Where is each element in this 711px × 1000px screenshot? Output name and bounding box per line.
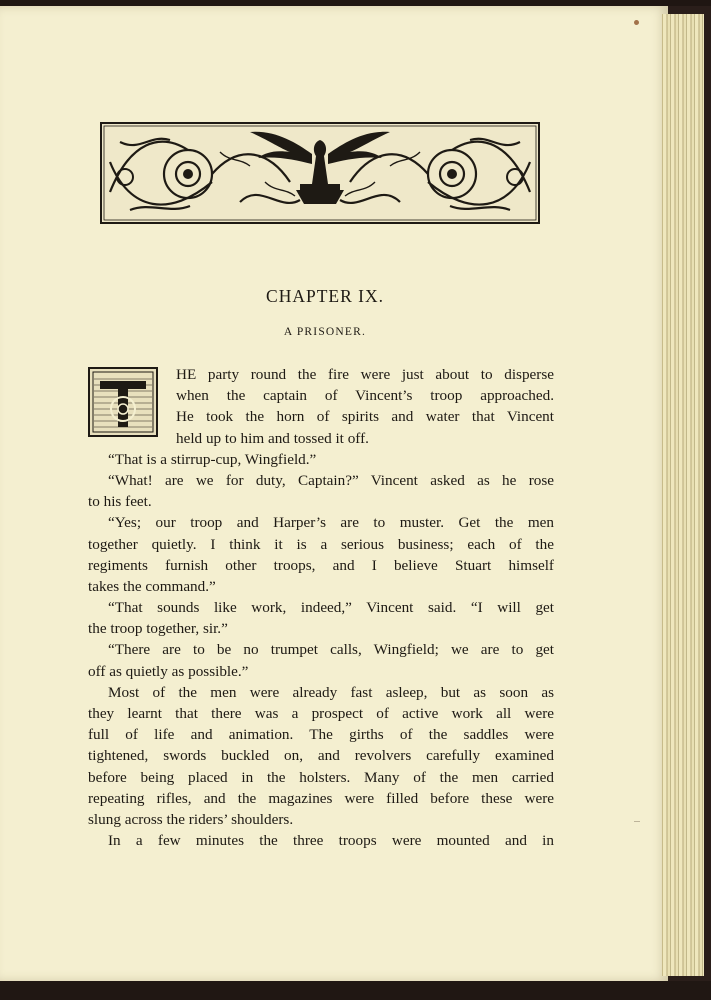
text-line: regiments furnish other troops, and I believe Stuart himself [88, 556, 554, 574]
eagle-scroll-ornament-icon [100, 122, 540, 224]
text-line: HE party round the fire were just about to disperse [176, 366, 554, 383]
page-mark [634, 821, 640, 822]
book-cover-edge [704, 10, 711, 985]
chapter-subtitle: A PRISONER. [283, 326, 367, 338]
text-line: together quietly. I think it is a serious business; each of the [88, 535, 554, 553]
drop-cap-t-icon [88, 367, 158, 437]
text-line: before being placed in the holsters. Many of the men carried [88, 768, 554, 786]
text-line: Most of the men were already fast asleep, but as soon as [108, 683, 554, 701]
text-line: “There are to be no trumpet calls, Wingfield; we are to get [108, 641, 554, 659]
text-line: repeating rifles, and the magazines were filled before these were [88, 789, 554, 807]
text-line: when the captain of Vincent’s troop approached. [176, 387, 554, 405]
text-line: full of life and animation. The girths of the saddles were [88, 726, 554, 744]
ornamental-headpiece-icon [100, 122, 540, 224]
book-bottom-edge [0, 981, 711, 1000]
chapter-title: CHAPTER IX. [266, 286, 384, 306]
text-line: In a few minutes the three troops were mounted and in [108, 832, 554, 850]
book-page-edges [662, 14, 709, 976]
text-line: “That is a stirrup-cup, Wingfield.” [108, 450, 317, 468]
text-line: takes the command.” [88, 577, 216, 595]
text-line: tightened, swords buckled on, and revolvers carefully examined [88, 747, 554, 765]
text-line: held up to him and tossed it off. [176, 429, 369, 447]
text-line: the troop together, sir.” [88, 620, 228, 638]
text-line: “That sounds like work, indeed,” Vincent said. “I will get [108, 599, 554, 617]
text-line: He took the horn of spirits and water that Vincent [176, 408, 554, 426]
text-line: off as quietly as possible.” [88, 662, 249, 680]
text-line: to his feet. [88, 493, 152, 511]
page-blemish [634, 20, 639, 25]
text-line: slung across the riders’ shoulders. [88, 810, 294, 828]
text-line: they learnt that there was a prospect of active work all were [88, 705, 554, 722]
body-text [88, 364, 554, 851]
text-line: “What! are we for duty, Captain?” Vincent asked as he rose [108, 471, 554, 489]
book-page [0, 6, 668, 981]
text-line: “Yes; our troop and Harper’s are to muster. Get the men [108, 514, 554, 532]
